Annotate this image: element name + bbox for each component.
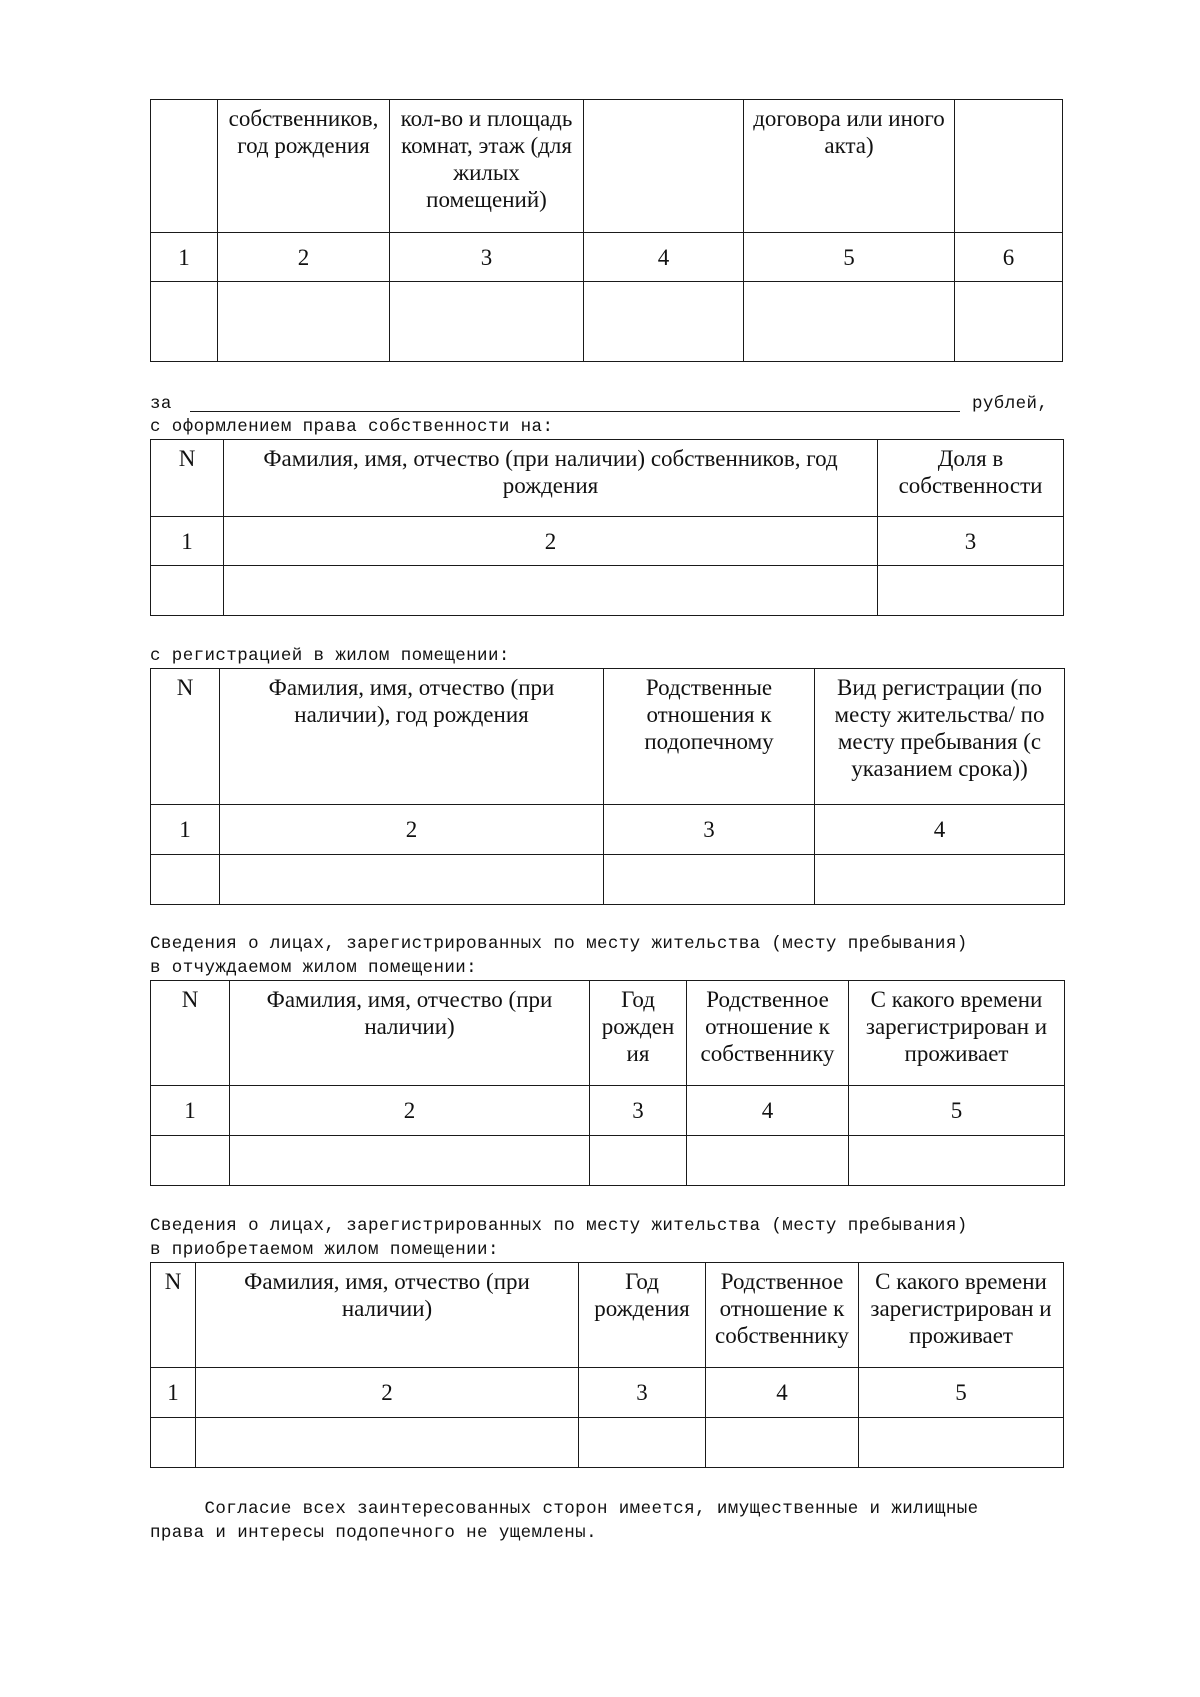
alienated-residents-table [150, 980, 1065, 1186]
table5-col-number-3: 3 [579, 1368, 706, 1418]
acquired-intro-line-2: в приобретаемом жилом помещении: [150, 1240, 499, 1260]
table2-col-number-2: 2 [224, 517, 878, 566]
table2-col-number-1: 1 [151, 517, 224, 566]
table3-header-name: Фамилия, имя, отчество (при наличии), год рождения [220, 669, 604, 805]
table4-header-birth-year: Год рожден ия [590, 981, 687, 1086]
table5-header-since: С какого времени зарегистрирован и проживает [859, 1263, 1064, 1368]
table3-header-n: N [151, 669, 220, 805]
table5-empty-row [151, 1418, 1064, 1468]
table3-empty-cell [604, 855, 815, 905]
alienated-intro-line-2: в отчуждаемом жилом помещении: [150, 958, 478, 978]
table4-header-name: Фамилия, имя, отчество (при наличии) [230, 981, 590, 1086]
consent-line-1: Согласие всех заинтересованных сторон имеется, имущественные и жилищные [150, 1499, 979, 1519]
table1-empty-cell [151, 282, 218, 362]
table2-empty-cell [151, 566, 224, 616]
ownership-intro: с оформлением права собственности на: [150, 417, 554, 437]
table3-header-registration-type: Вид регистрации (по месту жительства/ по месту пребывания (с указанием срока)) [815, 669, 1065, 805]
table4-col-number-5: 5 [849, 1086, 1065, 1136]
table1-header-1 [151, 100, 218, 233]
table5-empty-cell [706, 1418, 859, 1468]
table3-col-number-2: 2 [220, 805, 604, 855]
table1-empty-cell [955, 282, 1063, 362]
table1-col-number-4: 4 [584, 233, 744, 282]
table5-col-number-1: 1 [151, 1368, 196, 1418]
table1-empty-cell [218, 282, 390, 362]
table1-col-number-2: 2 [218, 233, 390, 282]
table1-header-2: собственников, год рождения [218, 100, 390, 233]
table5-empty-cell [151, 1418, 196, 1468]
table3-header-relation: Родственные отношения к подопечному [604, 669, 815, 805]
table5-col-number-2: 2 [196, 1368, 579, 1418]
table1-empty-row [151, 282, 1063, 362]
table1-col-number-6: 6 [955, 233, 1063, 282]
acquired-intro-line-1: Сведения о лицах, зарегистрированных по месту жительства (месту пребывания) [150, 1216, 968, 1236]
acquired-residents-table [150, 1262, 1064, 1468]
table3-col-number-1: 1 [151, 805, 220, 855]
table4-empty-cell [151, 1136, 230, 1186]
table1-header-6 [955, 100, 1063, 233]
table3-col-number-4: 4 [815, 805, 1065, 855]
registration-intro: с регистрацией в жилом помещении: [150, 646, 510, 666]
table5-col-number-5: 5 [859, 1368, 1064, 1418]
table1-col-number-3: 3 [390, 233, 584, 282]
table5-header-birth-year: Год рождения [579, 1263, 706, 1368]
table2-header-owners: Фамилия, имя, отчество (при наличии) собственников, год рождения [224, 440, 878, 517]
table2-empty-cell [224, 566, 878, 616]
table5-empty-cell [579, 1418, 706, 1468]
table3-empty-cell [220, 855, 604, 905]
table4-empty-cell [849, 1136, 1065, 1186]
table1-col-number-5: 5 [744, 233, 955, 282]
table4-header-since: С какого времени зарегистрирован и проживает [849, 981, 1065, 1086]
table5-empty-cell [859, 1418, 1064, 1468]
property-table-continuation [150, 99, 1063, 362]
registration-table [150, 668, 1065, 905]
table3-col-number-3: 3 [604, 805, 815, 855]
table5-header-relation: Родственное отношение к собственнику [706, 1263, 859, 1368]
table1-header-5: договора или иного акта) [744, 100, 955, 233]
table3-empty-cell [151, 855, 220, 905]
table4-col-number-3: 3 [590, 1086, 687, 1136]
table2-header-n: N [151, 440, 224, 517]
table4-empty-cell [230, 1136, 590, 1186]
table5-empty-cell [196, 1418, 579, 1468]
price-blank-line [190, 411, 960, 412]
table4-header-n: N [151, 981, 230, 1086]
table3-empty-row [151, 855, 1065, 905]
table1-col-number-1: 1 [151, 233, 218, 282]
table1-header-4 [584, 100, 744, 233]
table4-header-relation: Родственное отношение к собственнику [687, 981, 849, 1086]
table2-col-number-3: 3 [878, 517, 1064, 566]
price-prefix: за [150, 394, 172, 414]
table4-empty-cell [687, 1136, 849, 1186]
table2-empty-row [151, 566, 1064, 616]
table5-header-n: N [151, 1263, 196, 1368]
table2-empty-cell [878, 566, 1064, 616]
table1-empty-cell [584, 282, 744, 362]
table5-col-number-4: 4 [706, 1368, 859, 1418]
alienated-intro-line-1: Сведения о лицах, зарегистрированных по месту жительства (месту пребывания) [150, 934, 968, 954]
table1-header-3: кол-во и площадь комнат, этаж (для жилых помещений) [390, 100, 584, 233]
ownership-table [150, 439, 1064, 616]
table4-col-number-4: 4 [687, 1086, 849, 1136]
consent-line-2: права и интересы подопечного не ущемлены. [150, 1523, 597, 1543]
table3-empty-cell [815, 855, 1065, 905]
table1-empty-cell [390, 282, 584, 362]
table4-empty-row [151, 1136, 1065, 1186]
table2-header-share: Доля в собственности [878, 440, 1064, 517]
table5-header-name: Фамилия, имя, отчество (при наличии) [196, 1263, 579, 1368]
table4-col-number-1: 1 [151, 1086, 230, 1136]
price-suffix: рублей, [972, 394, 1049, 414]
table4-empty-cell [590, 1136, 687, 1186]
table1-empty-cell [744, 282, 955, 362]
table4-col-number-2: 2 [230, 1086, 590, 1136]
